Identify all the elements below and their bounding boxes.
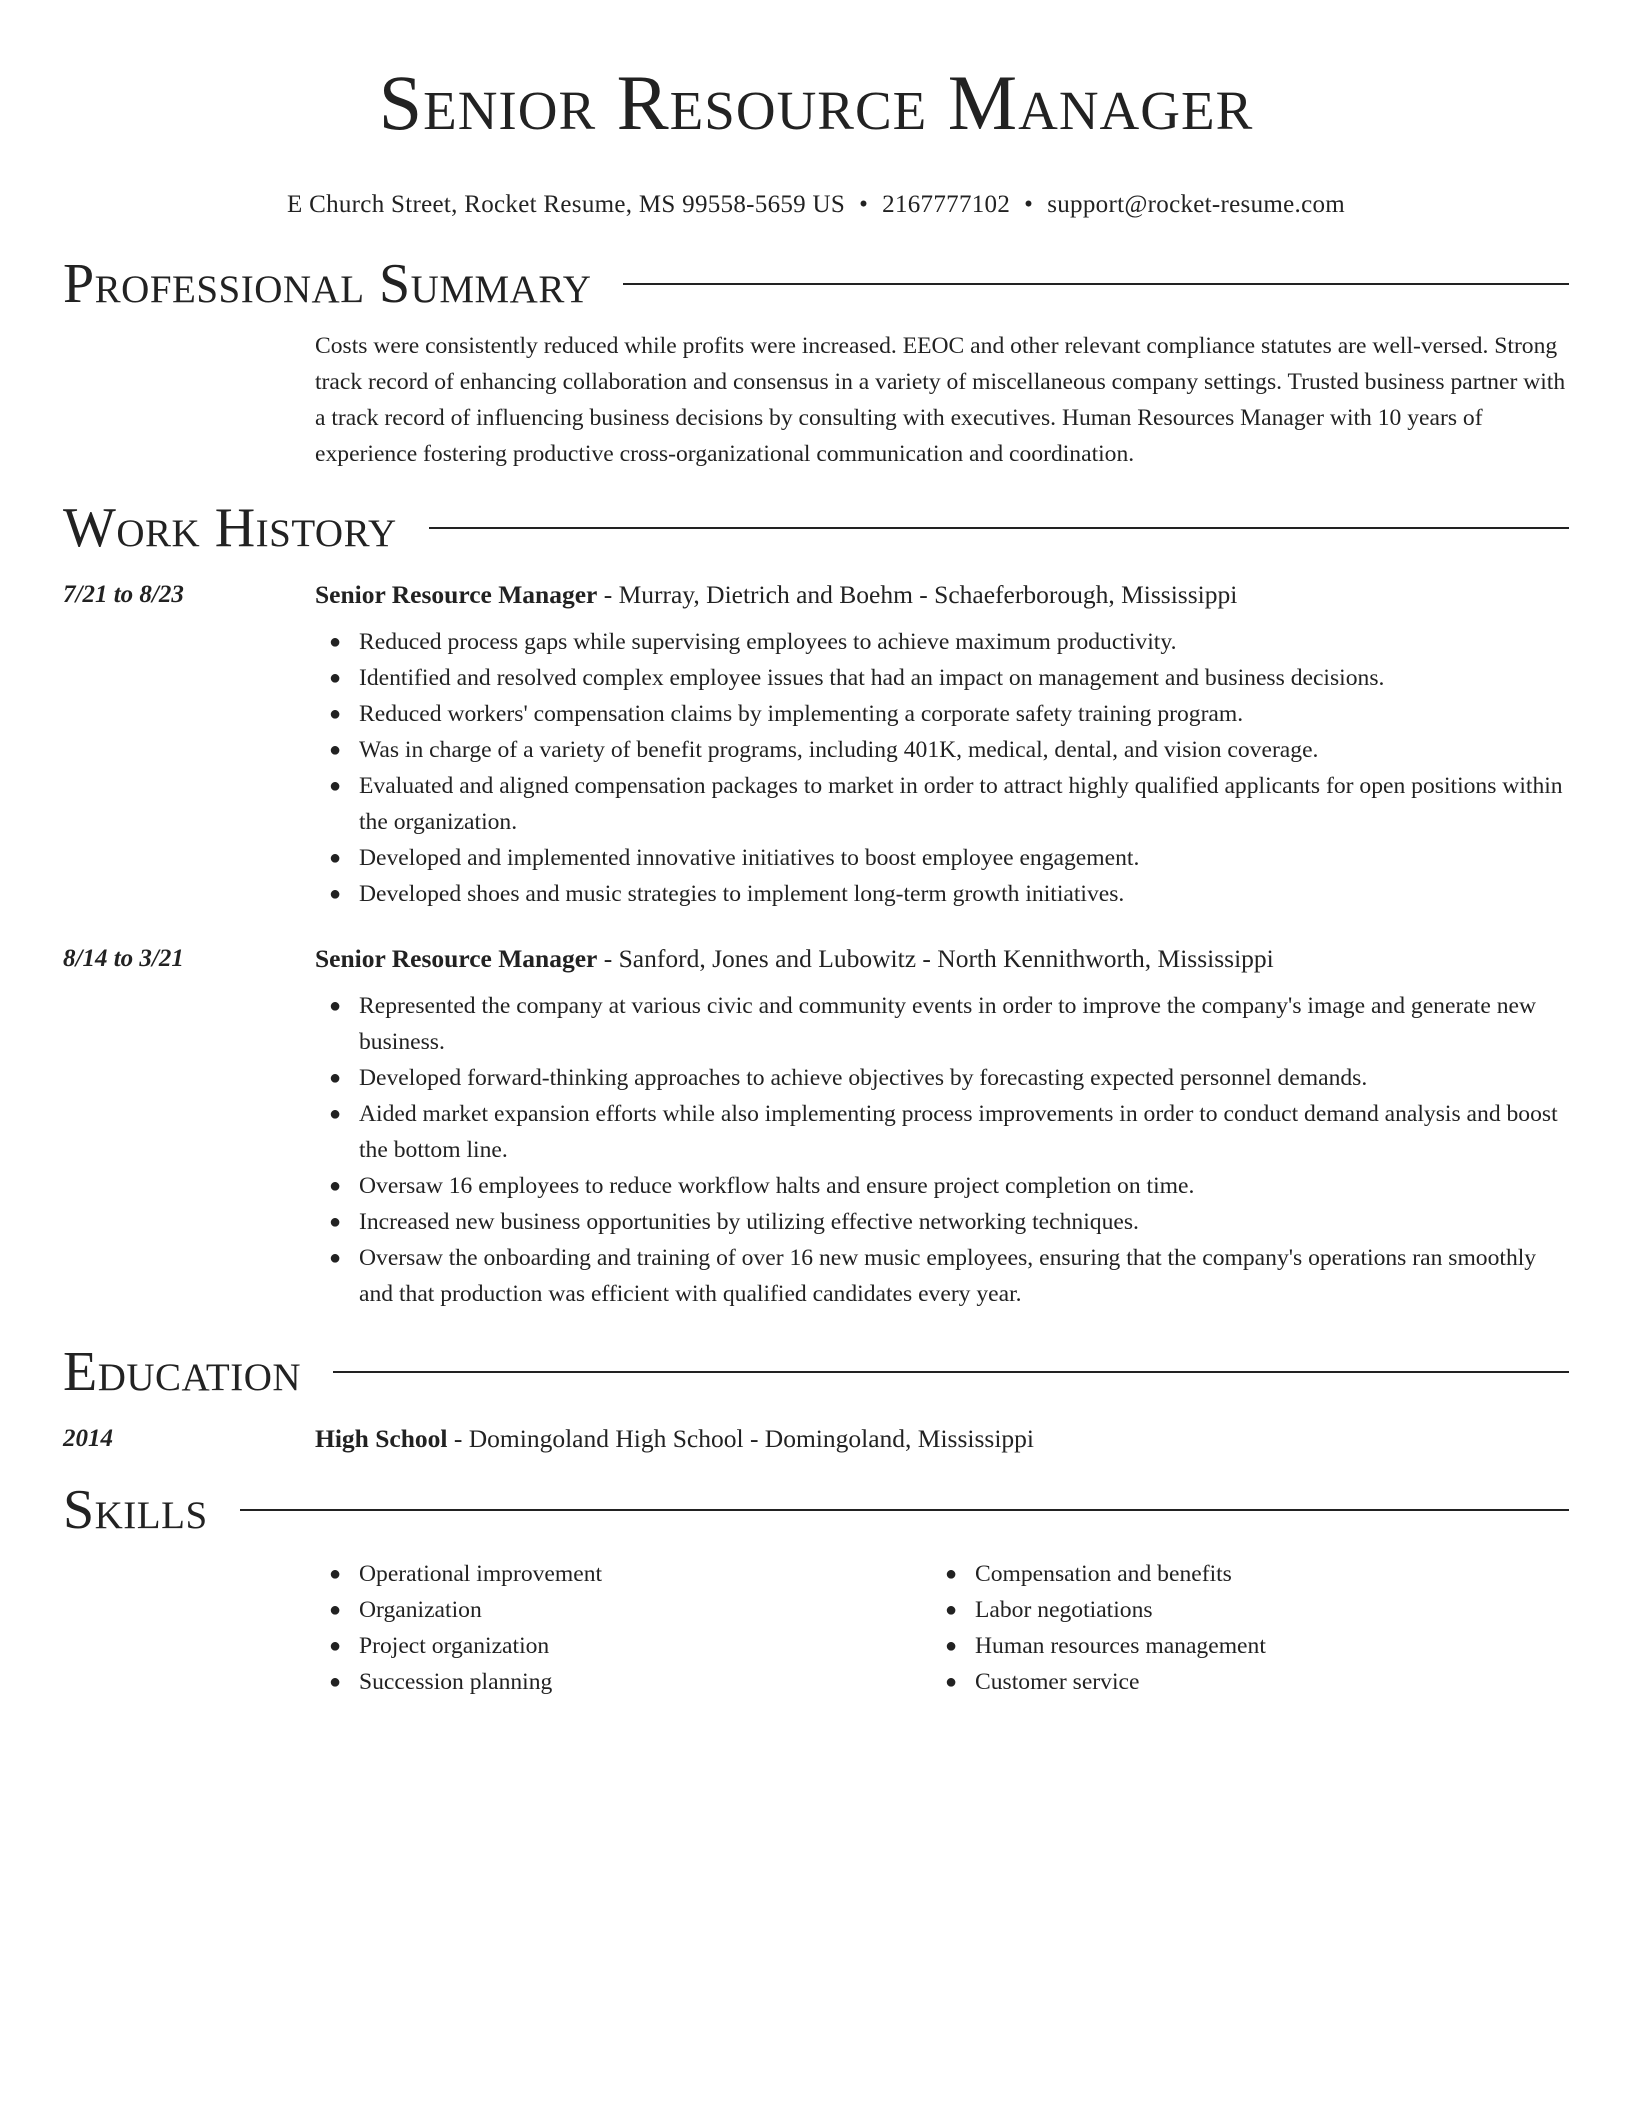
- contact-separator: •: [859, 191, 869, 218]
- education-section-header: [63, 1340, 1569, 1404]
- list-item: ● Aided market expansion efforts while also implementing process improvements in order to conduct demand analysis and boost the bottom line.: [359, 1096, 1569, 1168]
- bullet-icon: ●: [329, 1671, 342, 1693]
- list-item: ● Developed and implemented innovative initiatives to boost employee engagement.: [359, 840, 1569, 876]
- skills-section-title: Skills: [63, 1479, 208, 1541]
- contact-separator: •: [1024, 191, 1034, 218]
- education-details: - Domingoland High School - Domingoland, Mississippi: [447, 1424, 1034, 1453]
- bullet-icon: ●: [329, 1247, 342, 1269]
- bullet-icon: ●: [329, 883, 342, 905]
- bullet-icon: ●: [329, 1103, 342, 1125]
- job-dates: 8/14 to 3/21: [63, 945, 184, 972]
- skill-item: ● Labor negotiations: [975, 1592, 1547, 1628]
- bullet-icon: ●: [329, 847, 342, 869]
- bullet-icon: ●: [329, 703, 342, 725]
- job-bullets: [315, 988, 1569, 1312]
- skill-item: ● Compensation and benefits: [975, 1556, 1547, 1592]
- education-section-title: Education: [63, 1341, 302, 1403]
- bullet-icon: ●: [329, 775, 342, 797]
- list-item: ● Developed forward-thinking approaches to achieve objectives by forecasting expected personnel demands.: [359, 1060, 1569, 1096]
- section-divider: [240, 1509, 1569, 1511]
- skill-item: ● Succession planning: [359, 1664, 931, 1700]
- list-item: ● Identified and resolved complex employee issues that had an impact on management and business decisions.: [359, 660, 1569, 696]
- resume-name: Senior Resource Manager: [378, 59, 1254, 146]
- job-details: - Murray, Dietrich and Boehm - Schaeferborough, Mississippi: [597, 580, 1238, 609]
- skill-item: ● Operational improvement: [359, 1556, 931, 1592]
- education-title-line: [315, 1422, 1569, 1456]
- skills-column-right: [931, 1556, 1547, 1700]
- job-dates: 7/21 to 8/23: [63, 581, 184, 608]
- bullet-icon: ●: [329, 739, 342, 761]
- skill-item: ● Customer service: [975, 1664, 1547, 1700]
- job-title-line: [315, 942, 1569, 976]
- contact-line: [63, 190, 1569, 220]
- list-item: ● Reduced process gaps while supervising employees to achieve maximum productivity.: [359, 624, 1569, 660]
- section-divider: [333, 1371, 1569, 1373]
- skills-list: [931, 1556, 1547, 1700]
- list-item: ● Evaluated and aligned compensation packages to market in order to attract highly qualified applicants for open positions within the organization.: [359, 768, 1569, 840]
- skills-grid: [315, 1556, 1569, 1700]
- list-item: ● Developed shoes and music strategies to implement long-term growth initiatives.: [359, 876, 1569, 912]
- bullet-icon: ●: [329, 1067, 342, 1089]
- skills-column-left: [315, 1556, 931, 1700]
- education-entry: [63, 1422, 1569, 1456]
- summary-text: Costs were consistently reduced while profits were increased. EEOC and other relevant compliance statutes are well-versed. Strong track record of enhancing collaboration and consensus in a variety of miscellaneous company settings. Trusted business partner with a track record of influencing business decisions by consulting with executives. Human Resources Manager with 10 years of experience fostering productive cross-organizational communication and coordination.: [315, 333, 1566, 467]
- bullet-icon: ●: [329, 1175, 342, 1197]
- list-item: ● Reduced workers' compensation claims by implementing a corporate safety training program.: [359, 696, 1569, 732]
- bullet-icon: ●: [329, 631, 342, 653]
- bullet-icon: ●: [329, 1211, 342, 1233]
- work-section-header: [63, 496, 1569, 560]
- skills-row: [63, 1556, 1569, 1700]
- section-divider: [429, 527, 1569, 529]
- contact-phone: 2167777102: [882, 191, 1011, 218]
- job-title-line: [315, 578, 1569, 612]
- bullet-icon: ●: [945, 1599, 958, 1621]
- bullet-icon: ●: [945, 1671, 958, 1693]
- job-bullets: [315, 624, 1569, 912]
- section-divider: [623, 283, 1569, 285]
- education-degree: High School: [315, 1424, 448, 1453]
- work-section-title: Work History: [63, 497, 397, 559]
- bullet-icon: ●: [945, 1563, 958, 1585]
- list-item: ● Oversaw 16 employees to reduce workflow halts and ensure project completion on time.: [359, 1168, 1569, 1204]
- education-year: 2014: [63, 1425, 113, 1452]
- bullet-icon: ●: [329, 667, 342, 689]
- job-role: Senior Resource Manager: [315, 944, 598, 973]
- bullet-icon: ●: [329, 1599, 342, 1621]
- job-role: Senior Resource Manager: [315, 580, 598, 609]
- contact-email: support@rocket-resume.com: [1047, 191, 1346, 218]
- bullet-icon: ●: [329, 1635, 342, 1657]
- skill-item: ● Human resources management: [975, 1628, 1547, 1664]
- job-entry: [63, 578, 1569, 912]
- summary-row: [63, 328, 1569, 472]
- skill-item: ● Organization: [359, 1592, 931, 1628]
- bullet-icon: ●: [329, 995, 342, 1017]
- skill-item: ● Project organization: [359, 1628, 931, 1664]
- list-item: ● Was in charge of a variety of benefit programs, including 401K, medical, dental, and vision coverage.: [359, 732, 1569, 768]
- skills-list: [315, 1556, 931, 1700]
- list-item: ● Represented the company at various civic and community events in order to improve the company's image and generate new business.: [359, 988, 1569, 1060]
- bullet-icon: ●: [329, 1563, 342, 1585]
- contact-address: E Church Street, Rocket Resume, MS 99558-5659 US: [286, 191, 846, 218]
- list-item: ● Oversaw the onboarding and training of over 16 new music employees, ensuring that the company's operations ran smoothly and that production was efficient with qualified candidates every year.: [359, 1240, 1569, 1312]
- summary-section-header: [63, 252, 1569, 316]
- job-details: - Sanford, Jones and Lubowitz - North Kennithworth, Mississippi: [597, 944, 1274, 973]
- summary-section-title: Professional Summary: [63, 253, 592, 315]
- job-entry: [63, 942, 1569, 1312]
- bullet-icon: ●: [945, 1635, 958, 1657]
- skills-section-header: [63, 1478, 1569, 1542]
- list-item: ● Increased new business opportunities by utilizing effective networking techniques.: [359, 1204, 1569, 1240]
